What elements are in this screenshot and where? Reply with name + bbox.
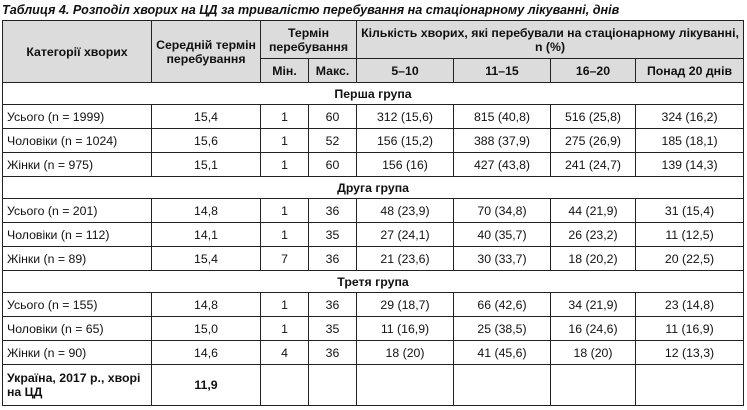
cell-avg-term: 14,8 bbox=[152, 293, 261, 317]
cell-min: 1 bbox=[261, 317, 309, 341]
cell-avg-term: 15,1 bbox=[152, 153, 261, 177]
group-title: Третя група bbox=[3, 271, 744, 293]
empty-cell bbox=[309, 365, 357, 406]
cell-count: 44 (21,9) bbox=[551, 199, 636, 223]
cell-count: 427 (43,8) bbox=[454, 153, 551, 177]
group-title: Друга група bbox=[3, 177, 744, 199]
cell-min: 1 bbox=[261, 129, 309, 153]
table-row bbox=[3, 223, 744, 247]
cell-count: 324 (16,2) bbox=[636, 105, 744, 129]
cell-count: 275 (26,9) bbox=[551, 129, 636, 153]
cell-avg-term: 15,4 bbox=[152, 105, 261, 129]
cell-count: 18 (20) bbox=[551, 341, 636, 365]
group-title: Перша група bbox=[3, 83, 744, 105]
cell-avg-term: 14,8 bbox=[152, 199, 261, 223]
cell-count: 18 (20) bbox=[357, 341, 454, 365]
header-category: Категорії хворих bbox=[3, 21, 152, 83]
summary-category: Україна, 2017 р., хворі на ЦД bbox=[3, 365, 152, 406]
cell-max: 60 bbox=[309, 153, 357, 177]
cell-max: 35 bbox=[309, 317, 357, 341]
cell-count: 27 (24,1) bbox=[357, 223, 454, 247]
cell-count: 30 (33,7) bbox=[454, 247, 551, 271]
cell-count: 16 (24,6) bbox=[551, 317, 636, 341]
header-range-16-20: 16–20 bbox=[551, 59, 636, 83]
cell-count: 18 (20,2) bbox=[551, 247, 636, 271]
cell-min: 1 bbox=[261, 199, 309, 223]
table-caption: Таблиця 4. Розподіл хворих на ЦД за тривалістю перебування на стаціонарному лікуванні, днів bbox=[2, 3, 620, 17]
cell-category: Чоловіки (n = 112) bbox=[3, 223, 152, 247]
cell-count: 241 (24,7) bbox=[551, 153, 636, 177]
table-row bbox=[3, 341, 744, 365]
cell-count: 48 (23,9) bbox=[357, 199, 454, 223]
cell-min: 1 bbox=[261, 293, 309, 317]
table-row bbox=[3, 293, 744, 317]
cell-count: 388 (37,9) bbox=[454, 129, 551, 153]
cell-count: 66 (42,6) bbox=[454, 293, 551, 317]
header-avg-term: Середній термін перебування bbox=[152, 21, 261, 83]
cell-count: 70 (34,8) bbox=[454, 199, 551, 223]
cell-max: 36 bbox=[309, 247, 357, 271]
cell-min: 1 bbox=[261, 153, 309, 177]
cell-count: 11 (16,9) bbox=[357, 317, 454, 341]
cell-min: 4 bbox=[261, 341, 309, 365]
cell-max: 60 bbox=[309, 105, 357, 129]
cell-min: 1 bbox=[261, 223, 309, 247]
cell-avg-term: 15,6 bbox=[152, 129, 261, 153]
header-count-group: Кількість хворих, які перебували на стаціонарному лікуванні, n (%) bbox=[357, 21, 744, 59]
cell-count: 185 (18,1) bbox=[636, 129, 744, 153]
cell-max: 35 bbox=[309, 223, 357, 247]
cell-max: 36 bbox=[309, 293, 357, 317]
empty-cell bbox=[454, 365, 551, 406]
data-table bbox=[2, 20, 744, 406]
cell-count: 23 (14,8) bbox=[636, 293, 744, 317]
summary-row bbox=[3, 365, 744, 406]
header-range-5-10: 5–10 bbox=[357, 59, 454, 83]
cell-count: 11 (12,5) bbox=[636, 223, 744, 247]
cell-count: 29 (18,7) bbox=[357, 293, 454, 317]
cell-count: 26 (23,2) bbox=[551, 223, 636, 247]
table-row bbox=[3, 105, 744, 129]
empty-cell bbox=[357, 365, 454, 406]
cell-category: Жінки (n = 90) bbox=[3, 341, 152, 365]
cell-max: 36 bbox=[309, 341, 357, 365]
cell-count: 139 (14,3) bbox=[636, 153, 744, 177]
empty-cell bbox=[261, 365, 309, 406]
cell-max: 36 bbox=[309, 199, 357, 223]
cell-avg-term: 14,1 bbox=[152, 223, 261, 247]
cell-category: Жінки (n = 89) bbox=[3, 247, 152, 271]
cell-category: Чоловіки (n = 65) bbox=[3, 317, 152, 341]
group-row bbox=[3, 177, 744, 199]
cell-count: 156 (15,2) bbox=[357, 129, 454, 153]
empty-cell bbox=[551, 365, 636, 406]
cell-min: 7 bbox=[261, 247, 309, 271]
cell-count: 31 (15,4) bbox=[636, 199, 744, 223]
header-term: Термін перебування bbox=[261, 21, 357, 59]
cell-count: 815 (40,8) bbox=[454, 105, 551, 129]
table-row bbox=[3, 247, 744, 271]
cell-category: Усього (n = 201) bbox=[3, 199, 152, 223]
cell-avg-term: 14,6 bbox=[152, 341, 261, 365]
cell-max: 52 bbox=[309, 129, 357, 153]
table-row bbox=[3, 199, 744, 223]
cell-count: 21 (23,6) bbox=[357, 247, 454, 271]
cell-category: Усього (n = 155) bbox=[3, 293, 152, 317]
table-row bbox=[3, 317, 744, 341]
header-range-over-20: Понад 20 днів bbox=[636, 59, 744, 83]
cell-count: 41 (45,6) bbox=[454, 341, 551, 365]
cell-category: Чоловіки (n = 1024) bbox=[3, 129, 152, 153]
empty-cell bbox=[636, 365, 744, 406]
table-row bbox=[3, 129, 744, 153]
group-row bbox=[3, 271, 744, 293]
cell-category: Жінки (n = 975) bbox=[3, 153, 152, 177]
cell-count: 156 (16) bbox=[357, 153, 454, 177]
group-row bbox=[3, 83, 744, 105]
summary-avg-term: 11,9 bbox=[152, 365, 261, 406]
cell-count: 516 (25,8) bbox=[551, 105, 636, 129]
cell-count: 12 (13,3) bbox=[636, 341, 744, 365]
cell-count: 20 (22,5) bbox=[636, 247, 744, 271]
cell-avg-term: 15,0 bbox=[152, 317, 261, 341]
cell-count: 34 (21,9) bbox=[551, 293, 636, 317]
header-range-11-15: 11–15 bbox=[454, 59, 551, 83]
cell-category: Усього (n = 1999) bbox=[3, 105, 152, 129]
header-max: Макс. bbox=[309, 59, 357, 83]
cell-count: 40 (35,7) bbox=[454, 223, 551, 247]
cell-count: 11 (16,9) bbox=[636, 317, 744, 341]
header-min: Мін. bbox=[261, 59, 309, 83]
cell-count: 25 (38,5) bbox=[454, 317, 551, 341]
cell-count: 312 (15,6) bbox=[357, 105, 454, 129]
table-row bbox=[3, 153, 744, 177]
cell-avg-term: 15,4 bbox=[152, 247, 261, 271]
table-body bbox=[3, 83, 744, 406]
cell-min: 1 bbox=[261, 105, 309, 129]
